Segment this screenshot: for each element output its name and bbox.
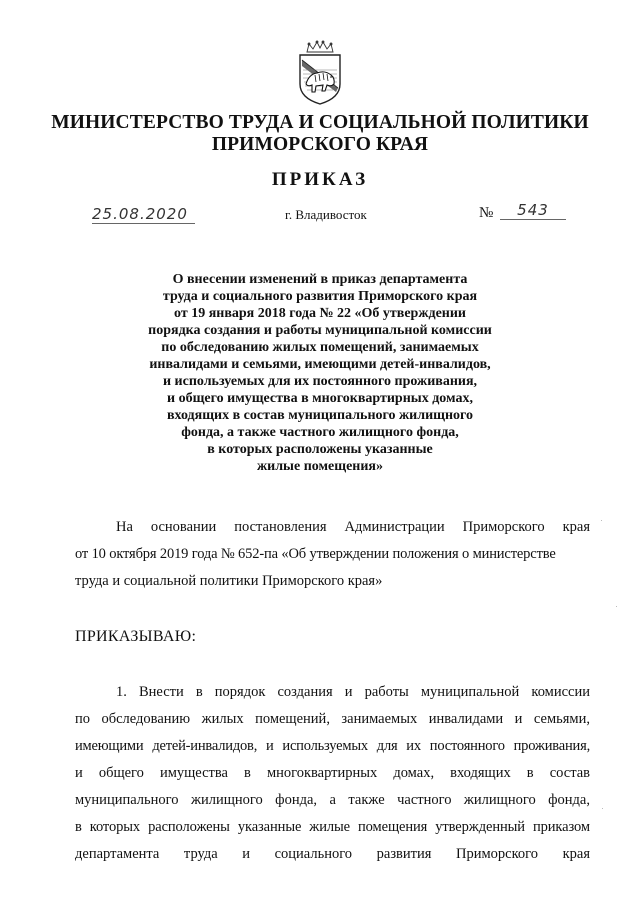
- item1-line: муниципального жилищного фонда, а также частного жилищного фонда,: [75, 792, 590, 808]
- order-date: 25.08.2020: [92, 206, 195, 224]
- number-sign: №: [479, 205, 494, 221]
- subject-line: порядка создания и работы муниципальной комиссии: [148, 323, 492, 338]
- primorsky-krai-coat-of-arms-icon: [291, 40, 349, 106]
- ministry-name-line2: ПРИМОРСКОГО КРАЯ: [211, 134, 429, 155]
- item1-line: 1. Внести в порядок создания и работы муниципальной комиссии: [116, 684, 590, 700]
- item1-line: департамента труда и социального развития Приморского края: [75, 846, 590, 862]
- subject-line: по обследованию жилых помещений, занимаемых: [161, 340, 479, 355]
- subject-line: и общего имущества в многоквартирных домах,: [167, 391, 473, 406]
- city: г. Владивосток: [285, 207, 367, 222]
- basis-line: На основании постановления Администрации Приморского края: [116, 519, 590, 535]
- orders-word: ПРИКАЗЫВАЮ:: [75, 628, 197, 645]
- item1-line: в которых расположены указанные жилые помещения утвержденный приказом: [75, 819, 590, 835]
- subject-line: в которых расположены указанные: [207, 442, 433, 457]
- subject-line: входящих в состав муниципального жилищного: [166, 408, 474, 423]
- basis-line: от 10 октября 2019 года № 652-па «Об утверждении положения о министерстве: [75, 546, 556, 562]
- subject-line: инвалидами и семьями, имеющими детей-инвалидов,: [149, 357, 491, 372]
- scan-speck: [601, 520, 602, 521]
- scan-speck: [616, 606, 617, 607]
- item1-line: по обследованию жилых помещений, занимаемых инвалидами и семьями,: [75, 711, 590, 727]
- subject-line: труда и социального развития Приморского края: [162, 289, 478, 304]
- ministry-name-line1: МИНИСТЕРСТВО ТРУДА И СОЦИАЛЬНОЙ ПОЛИТИКИ: [51, 112, 589, 133]
- item1-line: и общего имущества в многоквартирных домах, входящих в состав: [75, 765, 590, 781]
- subject-line: фонда, а также частного жилищного фонда,: [181, 425, 459, 440]
- subject-line: О внесении изменений в приказ департамента: [172, 272, 468, 287]
- order-subject: [0, 271, 640, 475]
- order-title: ПРИКАЗ: [271, 169, 369, 190]
- basis-line: труда и социальной политики Приморского края»: [75, 573, 383, 589]
- scan-speck: [602, 808, 603, 809]
- item1-line: имеющими детей-инвалидов, и используемых для их постоянного проживания,: [75, 738, 590, 754]
- subject-line: и используемых для их постоянного проживания,: [162, 374, 478, 389]
- order-number: 543: [500, 202, 566, 220]
- subject-line: от 19 января 2018 года № 22 «Об утверждении: [174, 306, 466, 321]
- subject-line: жилые помещения»: [256, 459, 383, 474]
